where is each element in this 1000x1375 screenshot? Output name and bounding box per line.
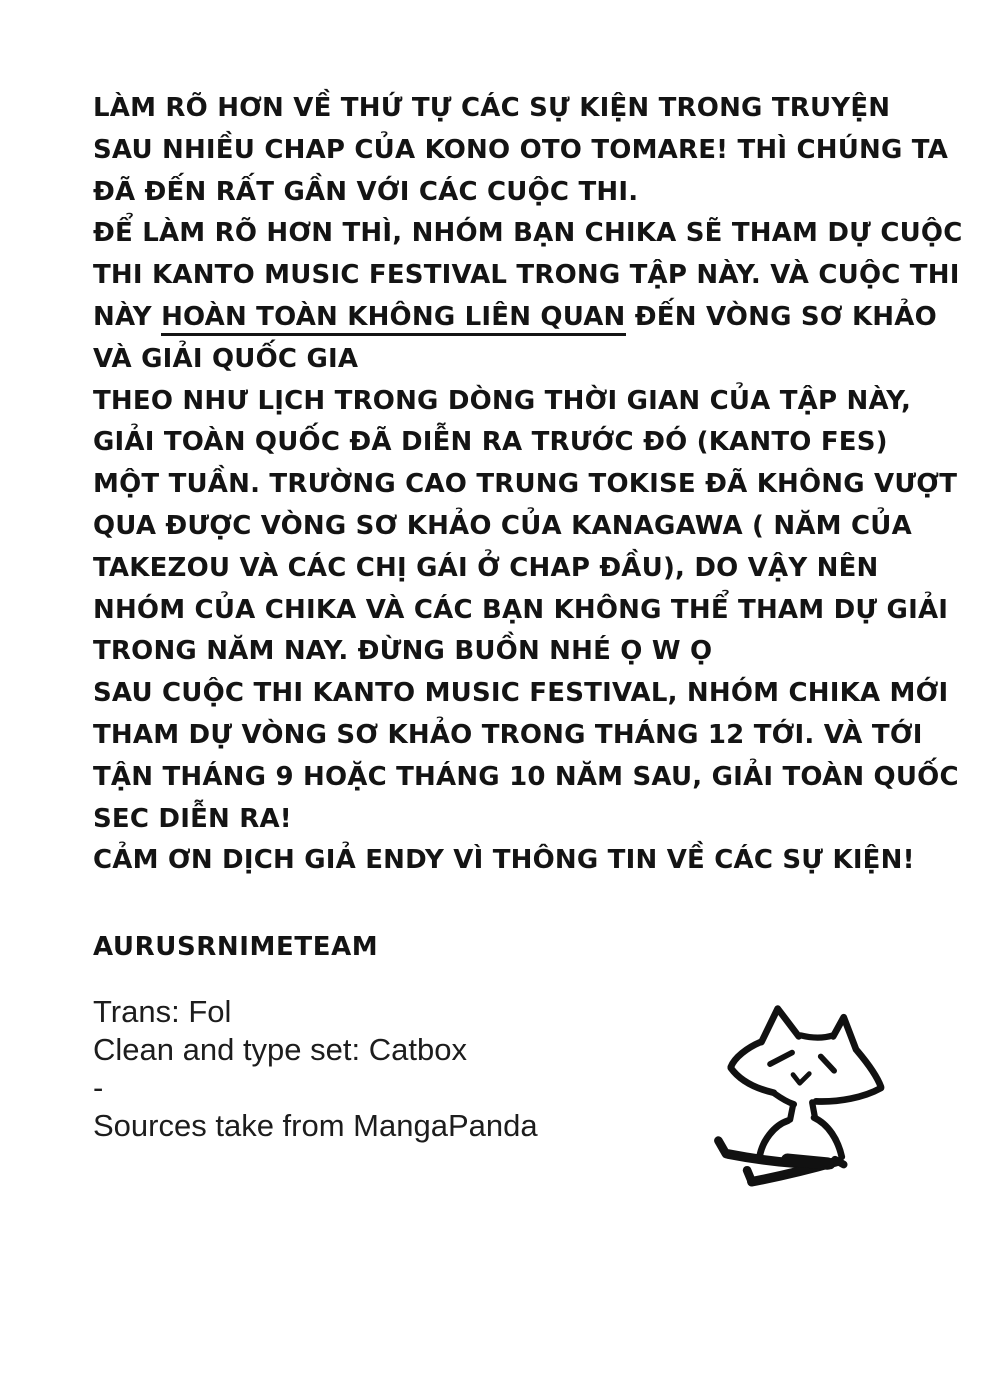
note-line: THI KANTO MUSIC FESTIVAL TRONG TẬP NÀY. VÀ CUỘC THI	[93, 260, 960, 291]
credits-block	[93, 993, 538, 1145]
team-name: AURUSRNIMETEAM	[93, 932, 379, 962]
note-line: THAM DỰ VÒNG SƠ KHẢO TRONG THÁNG 12 TỚI. VÀ TỚI	[93, 719, 923, 750]
underlined-phrase: HOÀN TOÀN KHÔNG LIÊN QUAN	[161, 302, 625, 336]
note-line	[93, 297, 963, 339]
note-line: ĐỂ LÀM RÕ HƠN THÌ, NHÓM BẠN CHIKA SẼ THAM DỰ CUỘC	[93, 218, 963, 249]
sitting-cat-doodle-icon	[693, 978, 981, 1198]
note-line-segment: NÀY	[93, 301, 162, 332]
translator-note	[93, 88, 963, 882]
note-line: QUA ĐƯỢC VÒNG SƠ KHẢO CỦA KANAGAWA ( NĂM CỦA	[93, 510, 912, 541]
note-line: CẢM ƠN DỊCH GIẢ ENDY VÌ THÔNG TIN VỀ CÁC SỰ KIỆN!	[93, 845, 915, 876]
note-line: THEO NHƯ LỊCH TRONG DÒNG THỜI GIAN CỦA TẬP NÀY,	[93, 385, 912, 416]
note-line: NHÓM CỦA CHIKA VÀ CÁC BẠN KHÔNG THỂ THAM DỰ GIẢI	[93, 594, 949, 625]
credit-line-source: Sources take from MangaPanda	[93, 1108, 538, 1143]
note-line-segment: ĐẾN VÒNG SƠ KHẢO	[625, 301, 937, 332]
note-line: TẬN THÁNG 9 HOẶC THÁNG 10 NĂM SAU, GIẢI TOÀN QUỐC	[93, 761, 959, 792]
note-line: ĐÃ ĐẾN RẤT GẦN VỚI CÁC CUỘC THI.	[93, 176, 639, 207]
note-line: SEC DIỄN RA!	[93, 803, 292, 834]
note-line: GIẢI TOÀN QUỐC ĐÃ DIỄN RA TRƯỚC ĐÓ (KANTO FES)	[93, 427, 888, 458]
note-line: TRONG NĂM NAY. ĐỪNG BUỒN NHÉ Ọ W Ọ	[93, 636, 713, 667]
note-line: SAU NHIỀU CHAP CỦA KONO OTO TOMARE! THÌ CHÚNG TA	[93, 134, 949, 165]
note-line: MỘT TUẦN. TRƯỜNG CAO TRUNG TOKISE ĐÃ KHÔNG VƯỢT	[93, 469, 958, 500]
note-line: TAKEZOU VÀ CÁC CHỊ GÁI Ở CHAP ĐẦU), DO VẬY NÊN	[93, 552, 879, 583]
credit-line-separator: -	[93, 1070, 104, 1105]
note-line: SAU CUỘC THI KANTO MUSIC FESTIVAL, NHÓM CHIKA MỚI	[93, 678, 949, 709]
credit-line-cleaner: Clean and type set: Catbox	[93, 1032, 467, 1067]
note-line: VÀ GIẢI QUỐC GIA	[93, 343, 359, 374]
note-line: LÀM RÕ HƠN VỀ THỨ TỰ CÁC SỰ KIỆN TRONG TRUYỆN	[93, 93, 891, 123]
credit-line-translator: Trans: Fol	[93, 994, 232, 1029]
